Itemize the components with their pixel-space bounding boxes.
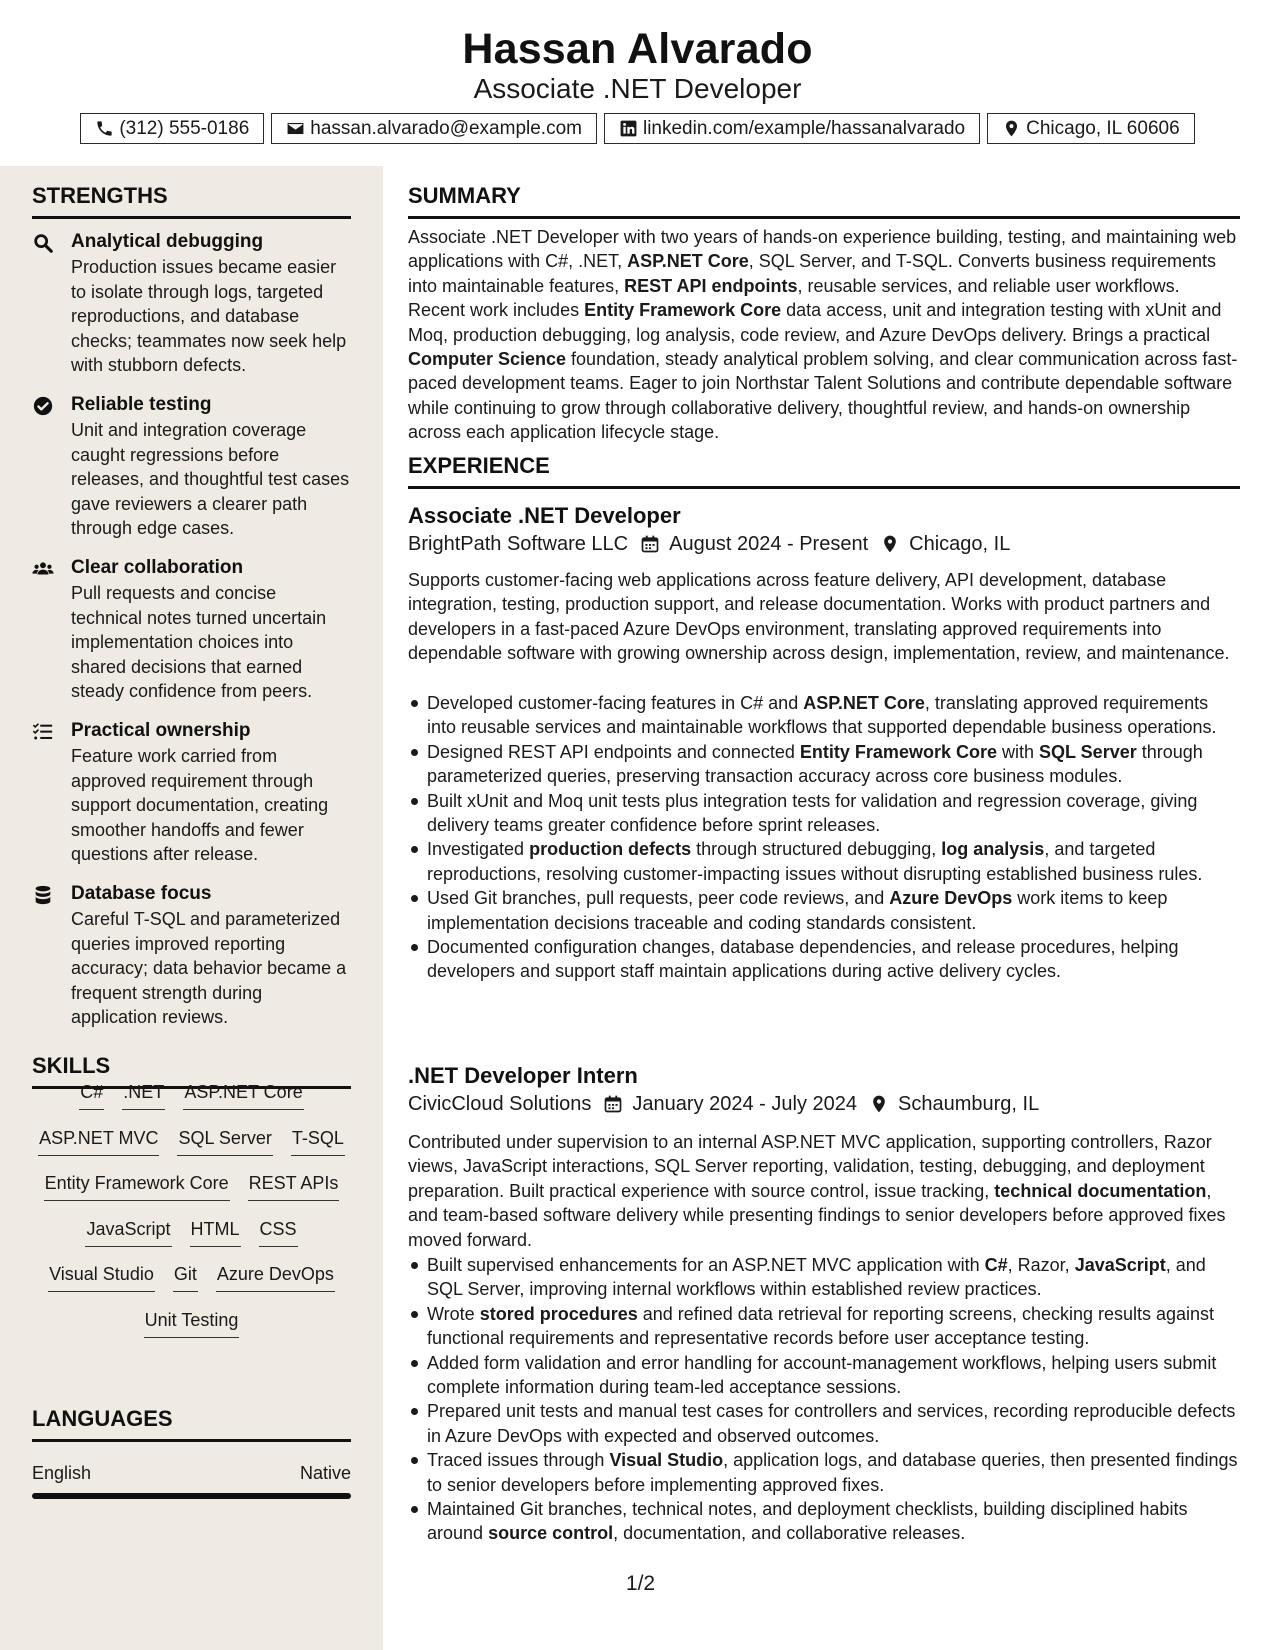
text-run: , and targeted reproductions, resolving customer-impacting issues without disrupting established business rules. [427, 839, 1203, 884]
emphasis-text: JavaScript [1074, 1255, 1166, 1275]
calendar-icon [640, 534, 660, 554]
emphasis-text: SQL Server [1039, 741, 1137, 762]
text-run: through parameterized queries, preserving transaction accuracy across core business modules. [427, 741, 1203, 787]
text-run: Added form validation and error handling for account-management workflows, helping users submit complete information during team-led acceptance sessions. [427, 1352, 1217, 1398]
magnifier-icon [32, 232, 54, 254]
text-run: Built supervised enhancements for an ASP.NET MVC application with [427, 1255, 985, 1275]
job-location: Schaumburg, IL [898, 1093, 1040, 1115]
text-run: Wrote [427, 1303, 480, 1324]
skill-row [32, 1126, 351, 1172]
emphasis-text: REST API endpoints [624, 275, 798, 296]
strength-title: Practical ownership [71, 720, 251, 741]
text-run: , Razor, [1007, 1255, 1075, 1275]
emphasis-text: Entity Framework Core [799, 741, 997, 762]
page-number-text: 1/2 [625, 1572, 656, 1595]
envelope-icon [286, 119, 305, 138]
strength-title: Database focus [71, 883, 212, 904]
job-bullet [408, 1497, 1240, 1546]
check-circle-icon [32, 395, 54, 417]
skill-tag: Entity Framework Core [44, 1171, 230, 1201]
emphasis-text: C# [984, 1255, 1008, 1275]
job-bullet [408, 1399, 1240, 1448]
text-run: foundation, steady analytical problem solving, and clear communication across fast-paced development teams. Eager to join Northstar Talent Solutions and contribute dependable software while continuing to grow through collaborative delivery, thoughtful review, and hands-on ownership across each application lifecycle stage. [408, 349, 1238, 443]
strength-body: Pull requests and concise technical notes turned uncertain implementation choices into shared decisions that earned steady confidence from peers. [71, 583, 327, 701]
emphasis-text: Azure DevOps [889, 888, 1013, 909]
job-location: Chicago, IL [909, 533, 1011, 555]
skills-heading: SKILLS [32, 1052, 351, 1089]
skill-tag: T-SQL [291, 1126, 345, 1156]
text-run: Maintained Git branches, technical notes, and deployment checklists, building disciplined habits around [427, 1499, 1188, 1544]
text-run: , SQL Server, and T-SQL. Converts business requirements into maintainable features, [408, 251, 1217, 296]
job-title: .NET Developer Intern [408, 1063, 638, 1088]
map-pin-icon [880, 534, 900, 554]
users-icon [32, 558, 54, 580]
calendar-icon [603, 1094, 623, 1114]
strength-body: Careful T-SQL and parameterized queries improved reporting accuracy; data behavior became a frequent strength during application reviews. [71, 909, 347, 1027]
skill-row [32, 1080, 351, 1126]
summary-text [408, 225, 1240, 445]
skill-row [32, 1308, 351, 1354]
job-dates: January 2024 - July 2024 [632, 1093, 858, 1115]
text-run: , documentation, and collaborative releases. [613, 1523, 966, 1544]
language-proficiency-bar [32, 1493, 351, 1499]
skill-tag: Unit Testing [144, 1308, 240, 1338]
skill-tag: Azure DevOps [216, 1262, 335, 1292]
emphasis-text: ASP.NET Core [803, 693, 925, 713]
skill-tag: HTML [190, 1217, 241, 1247]
job-description [408, 568, 1240, 666]
contact-linkedin-text: linkedin.com/example/hassanalvarado [642, 117, 966, 139]
job-bullet [408, 740, 1240, 789]
emphasis-text: Computer Science [408, 349, 567, 370]
phone-icon [95, 119, 114, 138]
skill-tag: ASP.NET MVC [38, 1126, 159, 1156]
contact-bar [0, 113, 1275, 144]
map-pin-icon [869, 1094, 889, 1114]
strengths-heading: STRENGTHS [32, 182, 351, 219]
languages-heading: LANGUAGES [32, 1405, 351, 1442]
skill-tag: .NET [122, 1080, 165, 1110]
job-bullets [408, 1253, 1240, 1546]
text-run: Investigated [427, 839, 530, 860]
skill-tag: C# [79, 1080, 104, 1110]
job-meta [408, 1091, 1039, 1117]
emphasis-text: technical documentation [994, 1180, 1207, 1201]
text-run: data access, unit and integration testing with xUnit and Moq, production debugging, log analysis, code review, and Azure DevOps delivery. Brings a practical [408, 300, 1222, 345]
emphasis-text: Entity Framework Core [584, 300, 782, 321]
job-bullet [408, 837, 1240, 886]
contact-phone-text: (312) 555-0186 [119, 117, 250, 139]
language-name: English [32, 1463, 92, 1483]
strength-body: Unit and integration coverage caught regressions before releases, and thoughtful test cases gave reviewers a clearer path through edge cases. [71, 420, 350, 538]
summary-heading: SUMMARY [408, 182, 1240, 219]
skill-tag: Git [173, 1262, 198, 1292]
job-bullet [408, 886, 1240, 935]
strength-body: Production issues became easier to isolate through logs, targeted reproductions, and database checks; teammates now seek help with stubborn defects. [71, 257, 347, 375]
text-run: , translating approved requirements into reusable services and maintainable workflows that supported dependable business operations. [427, 693, 1217, 738]
job-bullet [408, 691, 1240, 740]
job-bullet [408, 1448, 1240, 1497]
text-run: through structured debugging, [691, 839, 942, 860]
skills-list [32, 1080, 351, 1353]
job-company: CivicCloud Solutions [408, 1093, 592, 1115]
experience-heading: EXPERIENCE [408, 452, 1240, 489]
skill-row [32, 1217, 351, 1263]
job-meta [408, 531, 1010, 557]
text-run: , and SQL Server, improving internal workflows within established review practices. [427, 1255, 1206, 1300]
job-bullet [408, 1253, 1240, 1302]
text-run: , and team-based software delivery while presenting findings to senior developers before approved fixes moved forward. [408, 1180, 1226, 1250]
text-run: , reusable services, and reliable user workflows. Recent work includes [408, 275, 1180, 321]
contact-email-text: hassan.alvarado@example.com [310, 117, 582, 139]
text-run: , application logs, and database queries, then presented findings to senior developers before implementing approved fixes. [427, 1450, 1238, 1495]
contact-location [987, 113, 1195, 144]
contact-phone[interactable] [80, 113, 264, 144]
map-pin-icon [1002, 119, 1021, 138]
job-bullet [408, 789, 1240, 838]
job-bullets [408, 691, 1240, 984]
job-bullet [408, 1302, 1240, 1351]
page-number [0, 1572, 1275, 1596]
database-icon [32, 884, 54, 906]
skill-tag: Visual Studio [48, 1262, 155, 1292]
text-run: Built xUnit and Moq unit tests plus integration tests for validation and regression coverage, giving delivery teams greater confidence before sprint releases. [427, 790, 1198, 836]
text-run: work items to keep implementation decisions traceable and coding standards consistent. [427, 888, 1168, 933]
emphasis-text: source control [488, 1523, 614, 1544]
text-run: Contributed under supervision to an internal ASP.NET MVC application, supporting controllers, Razor views, JavaScript interactions, SQL Server reporting, validation, testing, debugging, and deployment preparation. Built practical experience with source control, issue tracking, [408, 1132, 1212, 1201]
resume-header [0, 0, 1275, 166]
skill-tag: CSS [259, 1217, 298, 1247]
text-run: Supports customer-facing web applications across feature delivery, API development, database integration, testing, production support, and release documentation. Works with product partners and developers in a fast-paced Azure DevOps environment, translating approved requirements into dependable software with growing ownership across design, implementation, review, and maintenance. [408, 570, 1230, 664]
job-bullet [408, 1351, 1240, 1400]
text-run: Designed REST API endpoints and connected [427, 741, 800, 762]
job-company: BrightPath Software LLC [408, 533, 629, 555]
text-run: Used Git branches, pull requests, peer code reviews, and [427, 888, 890, 909]
emphasis-text: stored procedures [479, 1303, 638, 1324]
job-description [408, 1130, 1240, 1252]
skill-row [32, 1262, 351, 1308]
language-level: Native [299, 1463, 351, 1483]
text-run: Associate .NET Developer with two years of hands-on experience building, testing, and maintaining web applications with C#, .NET, [408, 227, 1237, 272]
text-run: Prepared unit tests and manual test cases for controllers and services, recording reproducible defects in Azure DevOps with expected and observed outcomes. [427, 1401, 1236, 1446]
language-row [32, 1461, 351, 1485]
skill-tag: REST APIs [248, 1171, 340, 1201]
strength-title: Reliable testing [71, 394, 212, 415]
job-bullet [408, 935, 1240, 984]
emphasis-text: log analysis [941, 839, 1045, 860]
contact-location-text: Chicago, IL 60606 [1026, 117, 1180, 139]
text-run: Traced issues through [427, 1450, 610, 1471]
strength-title: Analytical debugging [71, 231, 264, 252]
emphasis-text: Visual Studio [609, 1450, 724, 1471]
text-run: Documented configuration changes, database dependencies, and release procedures, helping developers and support staff maintain applications during active delivery cycles. [427, 937, 1179, 982]
text-run: with [996, 741, 1039, 762]
skill-tag: SQL Server [177, 1126, 272, 1156]
text-run: and refined data retrieval for reporting screens, checking results against functional requirements and representative records before user acceptance testing. [427, 1303, 1215, 1349]
job-title: Associate .NET Developer [408, 503, 681, 528]
strength-body: Feature work carried from approved requirement through support documentation, creating smoother handoffs and fewer questions after release. [71, 746, 329, 864]
candidate-name: Hassan Alvarado [462, 25, 813, 73]
job-dates: August 2024 - Present [669, 533, 869, 555]
strength-title: Clear collaboration [71, 557, 244, 578]
candidate-title: Associate .NET Developer [473, 73, 802, 104]
skill-tag: ASP.NET Core [183, 1080, 303, 1110]
text-run: Developed customer-facing features in C# and [427, 693, 804, 713]
contact-linkedin[interactable] [604, 113, 980, 144]
contact-email[interactable] [271, 113, 597, 144]
linkedin-icon [619, 119, 638, 138]
emphasis-text: production defects [529, 839, 692, 860]
skill-tag: JavaScript [85, 1217, 171, 1247]
skill-row [32, 1171, 351, 1217]
checklist-icon [32, 721, 54, 743]
emphasis-text: ASP.NET Core [627, 251, 749, 272]
